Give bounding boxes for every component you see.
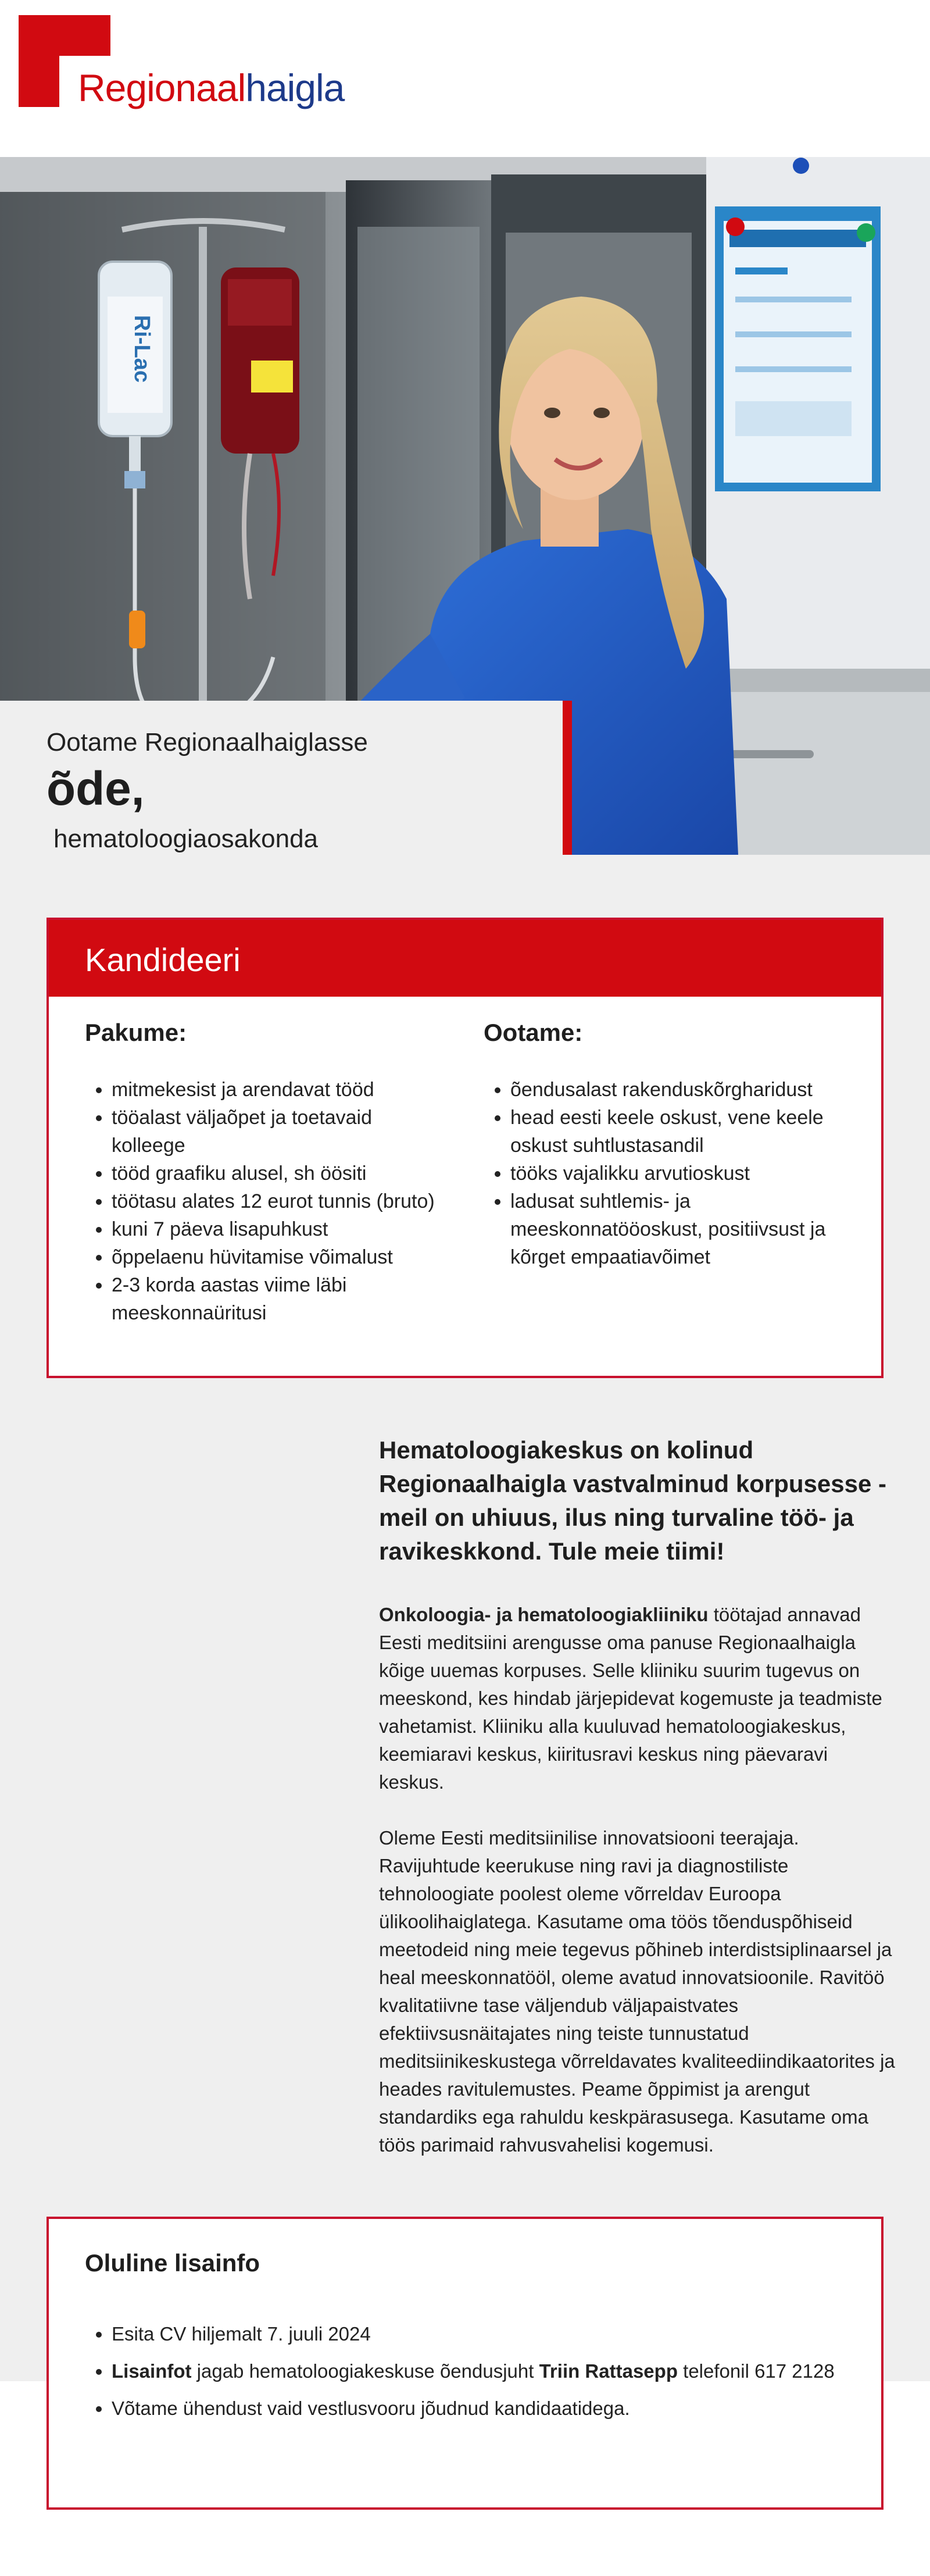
list-item: • tööks vajalikku arvutioskust [510, 1159, 832, 1187]
list-item: • ladusat suhtlemis- ja meeskonnatööoskust, positiivsust ja kõrget empaatiavõimet [510, 1187, 832, 1271]
apply-card [46, 918, 884, 1378]
list-item: • Esita CV hiljemalt 7. juuli 2024 [112, 2315, 879, 2353]
about-heading: Hematoloogiakeskus on kolinud Regionaalhaigla vastvalminud korpusesse - meil on uhiuus, ilus ning turvaline töö- ja ravikeskkond. Tule meie tiimi! [379, 1436, 886, 1565]
info-text: jagab hematoloogiakeskuse õendusjuht [191, 2360, 539, 2382]
list-item: • mitmekesist ja arendavat tööd [112, 1076, 445, 1104]
list-item [112, 2353, 879, 2390]
expect-list [484, 1076, 832, 1271]
list-item: • töötasu alates 12 eurot tunnis (bruto) [112, 1187, 445, 1215]
list-item: • õendusalast rakenduskõrgharidust [510, 1076, 832, 1104]
expect-title: Ootame: [484, 1019, 583, 1046]
list-item: • 2-3 korda aastas viime läbi meeskonnaüritusi [112, 1271, 445, 1327]
offer-title: Pakume: [85, 1019, 187, 1046]
headline-job-title: õde, [46, 762, 145, 815]
info-list [85, 2315, 879, 2427]
offer-list [85, 1076, 445, 1327]
page-header [0, 0, 930, 157]
expect-column [484, 1019, 832, 1271]
about-paragraph-1-text: töötajad annavad Eesti meditsiini arengusse oma panuse Regionaalhaigla kõige uuemas korpuses. Selle kliiniku suurim tugevus on meeskond, kes hindab järjepidevat kogemuste ja teadmiste vahetamist. Kliiniku alla kuuluvad hematoloogiakeskus, keemiaravi keskus, kiiritusravi keskus ning päevaravi keskus. [379, 1604, 882, 1793]
clinic-name: Onkoloogia- ja hematoloogiakliiniku [379, 1604, 709, 1625]
about-paragraph-2: Oleme Eesti meditsiinilise innovatsiooni teerajaja. Ravijuhtude keerukuse ning ravi ja diagnostiliste tehnoloogiate poolest oleme võrreldav Euroopa ülikoolihaiglatega. Kasutame oma töös tõenduspõhiseid meetodeid ning meie tegevus põhineb interdistsiplinaarsel ja heal meeskonnatööl, oleme avatud innovatsioonile. Ravitöö kvalitatiivne tase väljendub väljapaistvates efektiivsusnäitajates ning teiste tunnustatud meditsiinikeskustega võrreldavates kvaliteediindikaatorites ja heades ravitulemustes. Peame õppimist ja arengut standardiks ega rahuldu keskpärasusega. Kasutame oma töös parimaid rahvusvahelisi kogemusi. [379, 1827, 895, 2156]
headline-department: hematoloogiaosakonda [53, 825, 319, 853]
info-card [46, 2217, 884, 2510]
apply-button[interactable] [49, 920, 881, 997]
logo-word-red: Regionaal [78, 66, 246, 109]
info-title: Oluline lisainfo [85, 2249, 260, 2277]
about-paragraph-1 [379, 1601, 897, 1796]
list-item: • õppelaenu hüvitamise võimalust [112, 1243, 445, 1271]
apply-button-label: Kandideeri [85, 941, 241, 978]
list-item: • Võtame ühendust vaid vestlusvooru jõudnud kandidaatidega. [112, 2390, 879, 2427]
contact-phone: telefonil 617 2128 [677, 2360, 835, 2382]
logo-word-blue: haigla [245, 66, 345, 109]
info-bold-label: Lisainfot [112, 2360, 192, 2382]
iv-bag-label: Ri-Lac [130, 315, 154, 383]
logo-wordmark [78, 66, 345, 109]
about-section [379, 1433, 897, 2187]
contact-name: Triin Rattasepp [539, 2360, 678, 2382]
list-item: • kuni 7 päeva lisapuhkust [112, 1215, 445, 1243]
list-item: • tööalast väljaõpet ja toetavaid kolleege [112, 1104, 445, 1159]
headline-line-1: Ootame Regionaalhaiglasse [46, 728, 368, 757]
offer-column [85, 1019, 445, 1327]
list-item: • tööd graafiku alusel, sh öösiti [112, 1159, 445, 1187]
list-item: • head eesti keele oskust, vene keele oskust suhtlustasandil [510, 1104, 832, 1159]
